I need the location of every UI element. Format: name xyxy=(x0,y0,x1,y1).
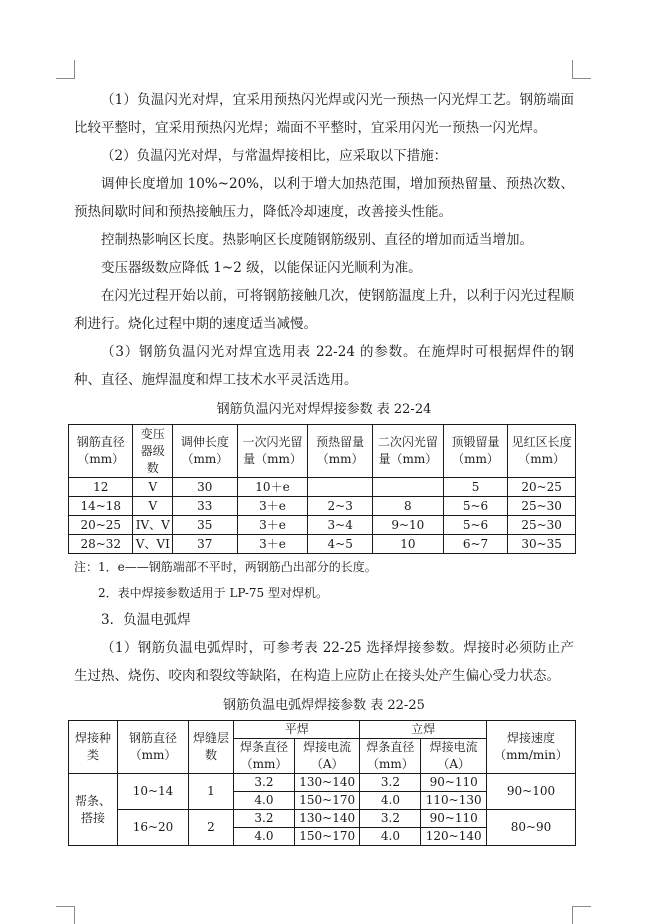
table-cell: 10＋e xyxy=(237,478,308,497)
paragraph-4: 控制热影响区长度。热影响区长度随钢筋级别、直径的增加而适当增加。 xyxy=(101,232,533,248)
table-header-cell: 预热留量（mm） xyxy=(308,425,372,478)
weld-layers-cell: 1 xyxy=(189,774,234,810)
table-header-cell: 钢筋直径（mm） xyxy=(69,425,133,478)
table-cell: 25~30 xyxy=(508,516,576,535)
header-flat-current: 焊接电流（A） xyxy=(294,739,360,774)
table-cell: V xyxy=(133,497,173,516)
table-22-24 xyxy=(68,424,576,554)
paragraph-3: 调伸长度增加 10%~20%，以利于增大加热范围，增加预热留量、预热次数、预热间歇时间和预热接触压力，降低冷却速度，改善接头性能。 xyxy=(74,176,574,220)
paragraph-6: 在闪光过程开始以前，可将钢筋接触几次，使钢筋温度上升，以利于闪光过程顺利进行。烧化过程中期的速度适当减慢。 xyxy=(74,288,574,332)
table-header-row xyxy=(69,425,576,478)
table-22-25-caption: 钢筋负温电弧焊焊接参数 表 22-25 xyxy=(223,698,425,713)
table-cell: 14~18 xyxy=(69,497,133,516)
table-cell: 3＋e xyxy=(237,497,308,516)
header-flat-rod-diameter: 焊条直径（mm） xyxy=(234,739,295,774)
table-cell: 5~6 xyxy=(443,516,507,535)
header-vertical-rod-diameter: 焊条直径（mm） xyxy=(360,739,421,774)
table-cell: 12 xyxy=(69,478,133,497)
table-cell: 35 xyxy=(173,516,237,535)
table-cell: 2~3 xyxy=(308,497,372,516)
crop-mark-top-right xyxy=(572,60,591,79)
table-row xyxy=(69,516,576,535)
header-bar-diameter: 钢筋直径（mm） xyxy=(118,721,189,774)
table-cell: 33 xyxy=(173,497,237,516)
table-cell: 4.0 xyxy=(360,828,421,846)
header-vertical-welding: 立焊 xyxy=(360,721,487,739)
table-cell xyxy=(372,478,443,497)
table-cell: 4.0 xyxy=(360,792,421,810)
crop-mark-top-left xyxy=(56,60,75,79)
table-cell: 3＋e xyxy=(237,535,308,554)
table-cell: 6~7 xyxy=(443,535,507,554)
table-row xyxy=(69,497,576,516)
table-cell: 20~25 xyxy=(508,478,576,497)
paragraph-7: （3）钢筋负温闪光对焊宜选用表 22-24 的参数。在施焊时可根据焊件的钢种、直径、施焊温度和焊工技术水平灵活选用。 xyxy=(74,344,574,388)
table-cell: 30 xyxy=(173,478,237,497)
table-cell: 3.2 xyxy=(234,810,295,828)
table-cell: IV、V xyxy=(133,516,173,535)
table-cell: 4~5 xyxy=(308,535,372,554)
table-cell: 8 xyxy=(372,497,443,516)
table-cell: 130~140 xyxy=(294,774,360,792)
table-cell: 5 xyxy=(443,478,507,497)
table-cell: 3.2 xyxy=(234,774,295,792)
paragraph-5: 变压器级数应降低 1~2 级，以能保证闪光顺利为准。 xyxy=(101,260,422,276)
table-header-cell: 二次闪光留量（mm） xyxy=(372,425,443,478)
table-cell: 90~110 xyxy=(421,810,487,828)
table-note-2: 2．表中焊接参数适用于 LP-75 型对焊机。 xyxy=(98,586,328,600)
table-22-24-caption: 钢筋负温闪光对焊焊接参数 表 22-24 xyxy=(216,402,432,417)
table-cell: 3.2 xyxy=(360,774,421,792)
table-cell: V xyxy=(133,478,173,497)
section-3-title: 3．负温电弧焊 xyxy=(101,612,191,628)
table-cell: 30~35 xyxy=(508,535,576,554)
table-row xyxy=(69,478,576,497)
table-cell: 28~32 xyxy=(69,535,133,554)
table-cell: 20~25 xyxy=(69,516,133,535)
table-cell: V、VI xyxy=(133,535,173,554)
table-cell: 25~30 xyxy=(508,497,576,516)
table-cell: 90~110 xyxy=(421,774,487,792)
table-cell: 3＋e xyxy=(237,516,308,535)
header-vertical-current: 焊接电流（A） xyxy=(421,739,487,774)
table-cell: 10 xyxy=(372,535,443,554)
header-weld-layers: 焊缝层数 xyxy=(189,721,234,774)
table-cell: 110~130 xyxy=(421,792,487,810)
table-cell: 9~10 xyxy=(372,516,443,535)
table-header-cell: 见红区长度（mm） xyxy=(508,425,576,478)
bar-diameter-cell: 16~20 xyxy=(118,810,189,846)
table-header-cell: 一次闪光留量（mm） xyxy=(237,425,308,478)
table-cell: 4.0 xyxy=(234,792,295,810)
table-cell: 130~140 xyxy=(294,810,360,828)
paragraph-2: （2）负温闪光对焊，与常温焊接相比，应采取以下措施： xyxy=(101,148,448,164)
table-header-cell: 调伸长度（mm） xyxy=(173,425,237,478)
welding-speed-cell: 80~90 xyxy=(487,810,576,846)
header-flat-welding: 平焊 xyxy=(234,721,360,739)
bar-diameter-cell: 10~14 xyxy=(118,774,189,810)
table-row xyxy=(69,535,576,554)
table-cell: 3~4 xyxy=(308,516,372,535)
weld-type-cell: 帮条、搭接 xyxy=(69,774,118,846)
table-cell: 120~140 xyxy=(421,828,487,846)
table-cell: 3.2 xyxy=(360,810,421,828)
table-cell: 5~6 xyxy=(443,497,507,516)
table-cell: 37 xyxy=(173,535,237,554)
weld-layers-cell: 2 xyxy=(189,810,234,846)
table-22-25 xyxy=(68,720,576,846)
crop-mark-bottom-right xyxy=(572,906,591,924)
table-cell: 150~170 xyxy=(294,792,360,810)
welding-speed-cell: 90~100 xyxy=(487,774,576,810)
header-welding-speed: 焊接速度（mm/min） xyxy=(487,721,576,774)
table-cell: 150~170 xyxy=(294,828,360,846)
paragraph-1: （1）负温闪光对焊，宜采用预热闪光焊或闪光一预热一闪光焊工艺。钢筋端面比较平整时，宜采用预热闪光焊；端面不平整时，宜采用闪光一预热一闪光焊。 xyxy=(74,92,574,136)
header-weld-type: 焊接种类 xyxy=(69,721,118,774)
page-content xyxy=(74,86,574,846)
crop-mark-bottom-left xyxy=(56,906,75,924)
table-note-1: 注：1．e——钢筋端部不平时，两钢筋凸出部分的长度。 xyxy=(74,560,377,574)
table-cell: 4.0 xyxy=(234,828,295,846)
table-header-cell: 变压器级数 xyxy=(133,425,173,478)
table-header-cell: 顶锻留量（mm） xyxy=(443,425,507,478)
table-cell xyxy=(308,478,372,497)
section-3-paragraph: （1）钢筋负温电弧焊时，可参考表 22-25 选择焊接参数。焊接时必须防止产生过热、烧伤、咬肉和裂纹等缺陷，在构造上应防止在接头处产生偏心受力状态。 xyxy=(74,640,574,684)
